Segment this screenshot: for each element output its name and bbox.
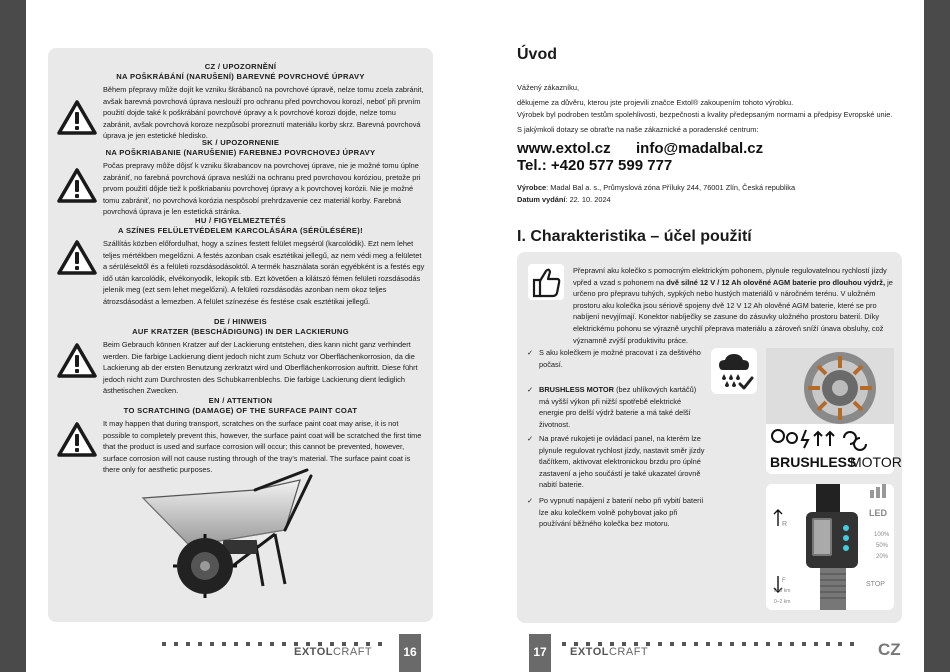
warning-heading: EN / ATTENTION: [208, 396, 273, 405]
brand-bold: EXTOL: [294, 646, 333, 658]
feature-item: [527, 495, 707, 530]
wheelbarrow-image: [135, 468, 315, 598]
thanks-line-2: Výrobek byl podroben testům spolehlivosti, bezpečnosti a kvality předepsaným normami a předpisy Evropské unie.: [517, 110, 893, 119]
panel-speed-1: 0–6 km: [774, 588, 791, 594]
warning-triangle-icon: [57, 422, 97, 458]
feature-bold: BRUSHLESS MOTOR: [539, 385, 615, 394]
greeting: Vážený zákazníku,: [517, 83, 580, 92]
panel-100-label: 100%: [874, 532, 890, 538]
brand-light: CRAFT: [332, 646, 373, 658]
warning-triangle-icon: [57, 240, 97, 276]
language-code: CZ: [878, 640, 901, 659]
intro-text-a: Přepravní aku kolečko s pomocným elektrickým pohonem, plynule regulovatelnou rychlostí jízdy vpřed a vzad s pohonem na: [573, 266, 887, 287]
control-panel-image: [766, 484, 894, 610]
website-link[interactable]: www.extol.cz: [517, 140, 611, 157]
warning-section-de: [48, 317, 433, 397]
warning-section-en: [48, 396, 433, 476]
email-link[interactable]: info@madalbal.cz: [636, 140, 764, 157]
phone-number: Tel.: +420 577 599 777: [517, 157, 673, 174]
issue-date-value: : 22. 10. 2024: [565, 195, 611, 204]
intro-text-bold: dvě silné 12 V / 12 Ah olověné AGM baterie pro dlouhou výdrž,: [666, 277, 886, 287]
issue-date-label: Datum vydání: [517, 195, 566, 204]
warning-section-cz: [48, 62, 433, 142]
panel-stop-label: STOP: [866, 581, 885, 588]
characteristics-intro: [523, 265, 893, 346]
rain-cloud-icon: [711, 348, 757, 394]
feature-item: [527, 384, 707, 430]
panel-50-label: 50%: [876, 543, 889, 549]
feature-text: S aku kolečkem je možné pracovat i za deštivého počasí.: [539, 348, 701, 369]
warning-section-hu: [48, 216, 433, 308]
warning-subheading: AUF KRATZER (BESCHÄDIGUNG) IN DER LACKIERUNG: [132, 327, 349, 336]
thanks-line-1: děkujeme za důvěru, kterou jste projevili značce Extol® zakoupením tohoto výrobku.: [517, 98, 794, 107]
manufacturer-line: [517, 182, 795, 193]
warning-subheading: NA POŠKRÁBÁNÍ (NARUŠENÍ) BAREVNÉ POVRCHOVÉ ÚPRAVY: [116, 72, 365, 81]
warning-text: Během přepravy může dojít ke vzniku škrábanců na povrchové úpravě, nelze tomu zcela zabránit, avšak barevná povrchová úprava neslouží pro ochranu před povrchovou korozí, neboť při prvním použití dojde také k poškrábání povrchové úpravy a k povrchové korozi dojde, nelze tomu zabránit, avšak povrchová koroze nezpůsobí proreznutí materiálu korby skrz. Barevná povrchová úprava je jen estetické hledisko.: [103, 85, 424, 141]
brand-logo-left: [290, 646, 376, 658]
warning-triangle-icon: [57, 100, 97, 136]
panel-led-label: LED: [869, 508, 887, 518]
warning-heading: SK / UPOZORNENIE: [201, 138, 280, 147]
panel-20-label: 20%: [876, 554, 889, 560]
warning-heading: CZ / UPOZORNĚNÍ: [204, 62, 277, 71]
intro-text-b: je určeno pro přepravu tuhých, sypkých nebo hustých materiálů v náročném terénu. V uložném prostoru aku kolečka jsou sériově spojeny dvě 12 V 12 Ah olověné AGM baterie, které se pro nabíjení nevyjímají. Konektor nabíječky se zasune do zásuvky uložného prostoru baterií. Díky elektrickému pohonu se výrazně urychlí přeprava materiálu a zároveň sníží únava obsluhy, což významně zvýší produktivitu práce.: [573, 277, 893, 345]
warning-heading: DE / HINWEIS: [214, 317, 267, 326]
page-number-right: 17: [529, 634, 551, 672]
warning-text: Beim Gebrauch können Kratzer auf der Lackierung entstehen, dies kann nicht ganz verhindert werden. Die farbige Lackierung dient jedoch nicht zum Schutz vor Oberflächenkorrosion, da die Lackierung ab der ersten Benutzung zerkratzt wird und Oberflächenkorrosion auftritt. Diese führt jedoch nicht zum Durchrosten des Schubkarrenblechs. Die farbige Lackierung dient lediglich ästhetischen Zwecken.: [103, 340, 418, 396]
check-icon: ✓: [527, 348, 534, 357]
right-edge-strip: [924, 0, 950, 672]
warning-triangle-icon: [57, 343, 97, 379]
warning-subheading: TO SCRATCHING (DAMAGE) OF THE SURFACE PAINT COAT: [123, 406, 358, 415]
check-icon: ✓: [527, 434, 534, 443]
issue-date-line: [517, 194, 611, 205]
intro-title: Úvod: [517, 46, 557, 63]
manufacturer-label: Výrobce: [517, 183, 547, 192]
manufacturer-value: : Madal Bal a. s., Průmyslová zóna Příluky 244, 76001 Zlín, Česká republika: [546, 183, 796, 192]
feature-item: [527, 433, 707, 491]
warning-subheading: A SZÍNES FELÜLETVÉDELEM KARCOLÁSÁRA (SÉRÜLÉSÉRE)!: [118, 226, 363, 235]
warning-heading: HU / FIGYELMEZTETÉS: [195, 216, 286, 225]
check-icon: ✓: [527, 496, 534, 505]
warning-text: Szállítás közben előfordulhat, hogy a színes festett felület megsérül (karcolódik). Ezt nem lehet teljes mértékben megelőzni. A festés azonban csak esztétikai jellegű, az nem védi meg a felületet a sérülésektől és a felületi rozsdásodásoktól. A termék használata során egyébként is a festés egy idő után karcolódik, elvékonyodik, lekopik stb. Ezt követően a kilátszó fémen felületi rozsdásodás jelenik meg (ezt sem lehet megelőzni). A felületi rozsdásodás azonban nem okoz teljes átrozsdásodást a lemezben. A felület színezése és festése csak esztétikai jellegű.: [103, 239, 425, 306]
left-edge-strip: [0, 0, 26, 672]
warning-section-sk: [48, 138, 433, 218]
panel-r-label: R: [782, 521, 788, 528]
warning-subheading: NA POŠKRIABANIE (NARUŠENIE) FAREBNEJ POVRCHOVEJ ÚPRAVY: [105, 148, 376, 157]
panel-f-label: F: [782, 578, 786, 584]
feature-text: Na pravé rukojeti je ovládací panel, na kterém lze plynule regulovat rychlost jízdy, nastavit směr jízdy tlačítkem, aktivovat elektronickou brzdu pro úplné zastavení a jeho součástí je také ukazatel úrovně nabití baterie.: [539, 434, 705, 490]
motor-label-light: MOTOR: [850, 454, 902, 470]
brand-light: CRAFT: [608, 646, 649, 658]
warning-text: It may happen that during transport, scratches on the surface paint coat may arise, it is not possible to completely prevent this, however, the surface paint coat will be scratched the first time that the product is used and surface corrosion will occur; this cannot be prevented, however, surface corrosion will not cause rusting through of the tray's material. The surface paint coat is there only for aesthetic purposes.: [103, 419, 422, 475]
brand-bold: EXTOL: [570, 646, 609, 658]
panel-speed-2: 0–2 km: [774, 599, 791, 605]
brand-logo-right: [566, 646, 652, 658]
characteristics-title: I. Charakteristika – účel použití: [517, 228, 752, 245]
check-icon: ✓: [527, 385, 534, 394]
motor-label-bold: BRUSHLESS: [770, 454, 857, 470]
feature-item: [527, 347, 707, 370]
page-number-left: 16: [399, 634, 421, 672]
contact-line: S jakýmkoli dotazy se obraťte na naše zákaznické a poradenské centrum:: [517, 125, 759, 134]
warning-text: Počas prepravy môže dôjsť k vzniku škrabancov na povrchovej úprave, nie je možné tomu úplne zabrániť, no farebná povrchová úprava neslúži na ochranu pred povrchovou koróziou, pretože pri prvom použití dôjde tiež k poškriabaniu povrchovej úpravy a k povrchovej korózii. Nie je možné tomu zabrániť, no povrchová korózia nespôsobí prehrdzavenie cez materiál korby. Farebná povrchová úprava je len estetická stránka.: [103, 161, 421, 217]
warning-triangle-icon: [57, 168, 97, 204]
brushless-motor-image: [766, 348, 902, 474]
feature-text: (bez uhlíkových kartáčů) má vyšší výkon při nižší spotřebě elektrické energie pro delší výdrž baterie a má také delší životnost.: [539, 385, 697, 429]
feature-text: Po vypnutí napájení z baterií nebo při vybití baterií lze aku kolečkem volně pohybovat jako při používání běžného kolečka bez motoru.: [539, 496, 704, 529]
